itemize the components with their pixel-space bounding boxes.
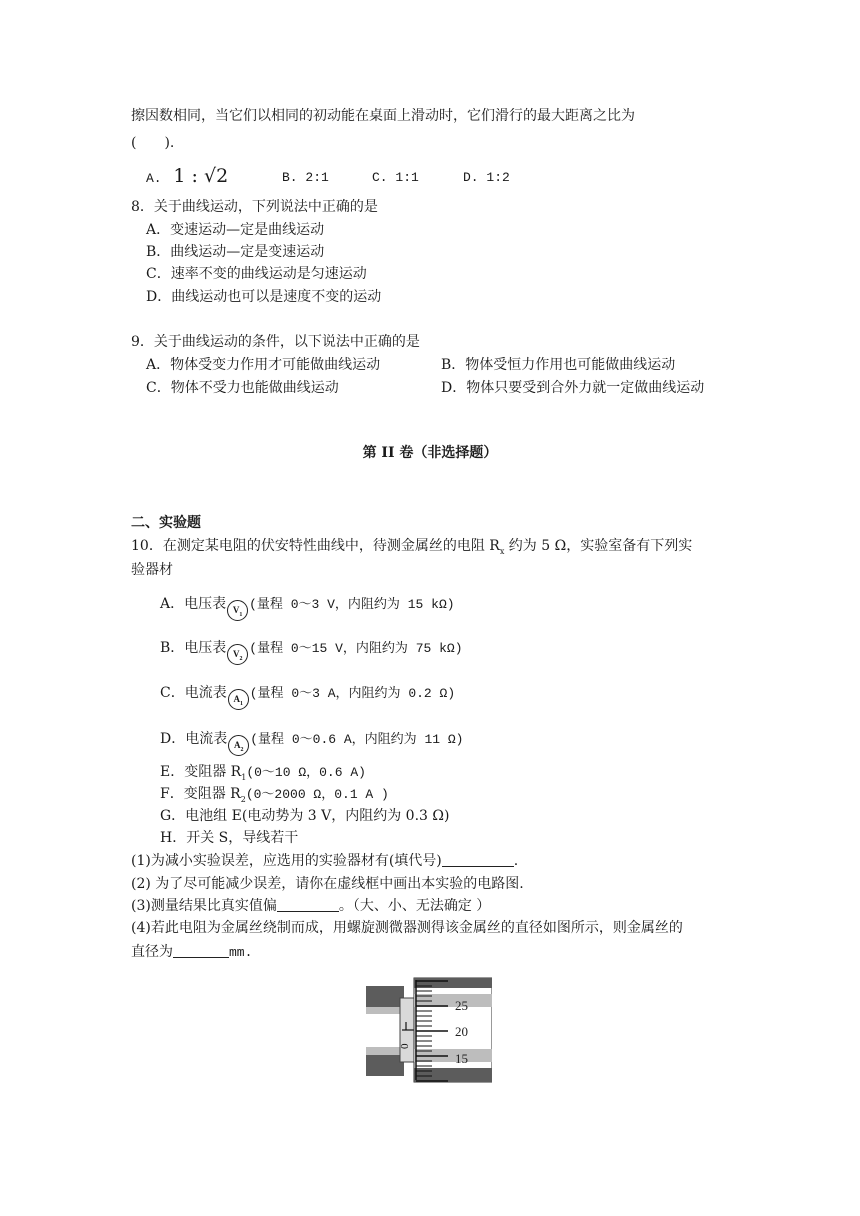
micrometer-sleeve-zero: 0 [399,1043,411,1049]
q8-option-c: C．速率不变的曲线运动是匀速运动 [146,266,367,282]
q7-option-a [146,166,228,189]
q10-subq-1: (1)为减小实验误差，应选用的实验器材有(填代号) . [131,853,519,869]
q9-option-a: A．物体受变力作用才可能做曲线运动 [146,357,381,373]
q10-option-a: A．电压表 $V_1$(量程 0～3 V，内阻约为 15 kΩ) [160,594,455,621]
q10-stem-line2: 验器材 [131,562,173,578]
q10-option-b: B．电压表 $V_2$(量程 0～15 V，内阻约为 75 kΩ) [160,638,463,665]
q8-option-b: B．曲线运动—定是变速运动 [146,244,325,260]
voltmeter-v1-icon: $V_1$ [227,600,248,621]
q7-stem-line1: 擦因数相同，当它们以相同的初动能在桌面上滑动时，它们滑行的最大距离之比为 [131,108,635,124]
q10-subq-4-line1: (4)若此电阻为金属丝绕制而成，用螺旋测微器测得该金属丝的直径如图所示，则金属丝的 [131,920,683,936]
ammeter-a2-icon: $A_2$ [228,735,249,756]
answer-blank-4[interactable] [173,943,229,958]
q10-subq-2: (2) 为了尽可能减少误差，请你在虚线框中画出本实验的电路图. [131,876,524,892]
q8-stem: 8．关于曲线运动，下列说法中正确的是 [131,199,378,215]
q7-option-c: C. 1:1 [372,170,419,185]
q8-option-a: A．变速运动—定是曲线运动 [146,222,325,238]
micrometer-label-20: 20 [455,1024,468,1039]
q10-subq-4-line2: 直径为 mm. [131,944,253,960]
q7-option-d: D. 1:2 [463,170,510,185]
q7-stem-line2: ( ). [131,135,175,151]
q10-option-d: D．电流表 $A_2$(量程 0～0.6 A，内阻约为 11 Ω) [160,729,463,756]
q10-subq-3: (3)测量结果比真实值偏 。（大、小、无法确定 ） [131,898,491,914]
voltmeter-v2-icon: $V_2$ [227,644,248,665]
q7-option-a-value: 1 : √2 [173,165,229,187]
answer-blank-3[interactable] [277,897,339,912]
micrometer-figure [366,976,492,1084]
q8-option-d: D．曲线运动也可以是速度不变的运动 [146,289,382,305]
q10-option-g: G．电池组 E(电动势为 3 V，内阻约为 0.3 Ω) [160,808,450,824]
q10-option-f: F．变阻器 $R_2(0\sim 2000$ Ω，0.1 A ) [160,786,389,804]
micrometer-label-25: 25 [455,998,468,1013]
q10-stem-subscript: x [499,546,505,556]
q9-option-d: D．物体只要受到合外力就一定做曲线运动 [441,380,705,396]
q10-option-c: C．电流表 $A_1$(量程 0～3 A，内阻约为 0.2 Ω) [160,683,455,710]
section-title: 第 II 卷（非选择题） [362,445,498,461]
q9-option-c: C．物体不受力也能做曲线运动 [146,380,339,396]
micrometer-label-15: 15 [455,1051,468,1066]
q9-stem: 9．关于曲线运动的条件，以下说法中正确的是 [131,334,420,350]
q9-option-b: B．物体受恒力作用也可能做曲线运动 [441,357,676,373]
q7-option-b: B. 2:1 [282,170,329,185]
ammeter-a1-icon: $A_1$ [228,689,249,710]
q7-option-a-label: A. [146,171,162,186]
q10-option-h: H．开关 S，导线若干 [160,830,299,846]
q10-stem-line1: 10．在测定某电阻的伏安特性曲线中，待测金属丝的电阻 $R_x$ 约为 5 Ω，实验室备有下列实 [131,538,693,556]
answer-blank-1[interactable] [442,852,514,867]
q10-option-e: E．变阻器 $R_1(0\sim 10$ Ω，0.6 A) [160,764,366,782]
section-heading: 二、实验题 [131,515,201,531]
